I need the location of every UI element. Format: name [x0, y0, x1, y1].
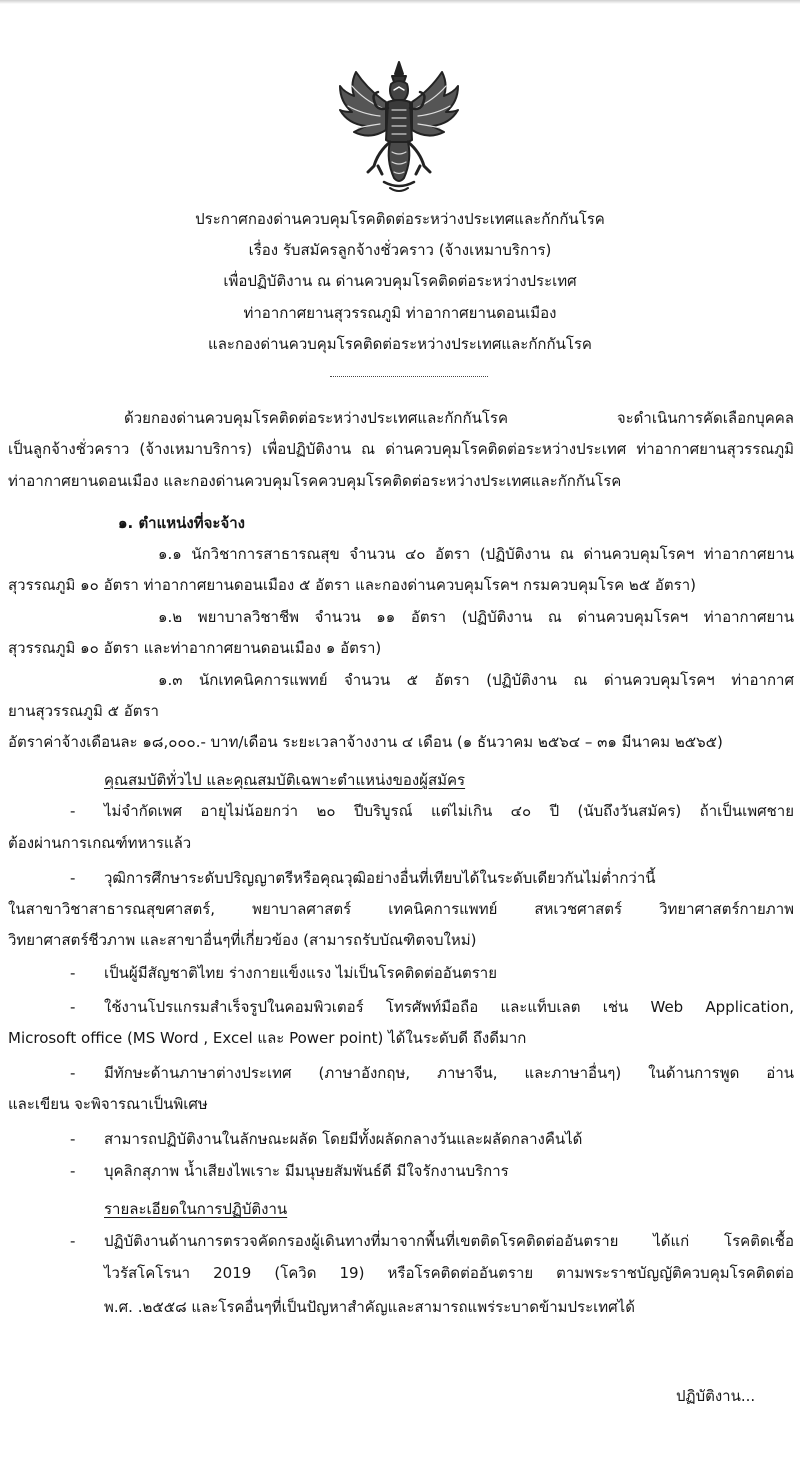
bullet-dash: -: [70, 1162, 76, 1180]
qualification-6-line-1: สามารถปฏิบัติงานในลักษณะผลัด โดยมีทั้งผลัดกลางวันและผลัดกลางคืนได้: [104, 1130, 583, 1148]
qualification-5-line-1: มีทักษะด้านภาษาต่างประเทศ (ภาษาอังกฤษ, ภาษาจีน, และภาษาอื่นๆ) ในด้านการพูด อ่าน: [104, 1064, 794, 1082]
qualification-2-line-2: ในสาขาวิชาสาธารณสุขศาสตร์, พยาบาลศาสตร์ เทคนิคการแพทย์ สหเวชศาสตร์ วิทยาศาสตร์กายภาพ: [8, 900, 794, 918]
position-3-line-1: ๑.๓ นักเทคนิคการแพทย์ จำนวน ๕ อัตรา (ปฏิบัติงาน ณ ด่านควบคุมโรคฯ ท่าอากาศ: [158, 671, 794, 689]
intro-line-3: ท่าอากาศยานดอนเมือง และกองด่านควบคุมโรคควบคุมโรคติดต่อระหว่างประเทศและกักกันโรค: [8, 472, 622, 490]
salary-text: อัตราค่าจ้างเดือนละ ๑๘,๐๐๐.- บาท/เดือน ระยะเวลาจ้างงาน ๔ เดือน (๑ ธันวาคม ๒๕๖๔ – ๓๑ มีนาคม ๒๕๖๕): [8, 733, 723, 751]
bullet-dash: -: [70, 998, 76, 1016]
title-line-5: และกองด่านควบคุมโรคติดต่อระหว่างประเทศและกักกันโรค: [208, 335, 592, 353]
continuation-text: ปฏิบัติงาน...: [676, 1387, 756, 1405]
bullet-dash: -: [70, 1064, 76, 1082]
qualification-2-line-3: วิทยาศาสตร์ชีวภาพ และสาขาอื่นๆที่เกี่ยวข้อง (สามารถรับบัณฑิตจบใหม่): [8, 931, 477, 949]
qualification-5-line-2: และเขียน จะพิจารณาเป็นพิเศษ: [8, 1095, 208, 1113]
duties-heading: รายละเอียดในการปฏิบัติงาน: [104, 1200, 288, 1218]
qualification-2-line-1: วุฒิการศึกษาระดับปริญญาตรีหรือคุณวุฒิอย่างอื่นที่เทียบได้ในระดับเดียวกันไม่ต่ำกว่านี้: [104, 869, 656, 887]
garuda-emblem-icon: [334, 56, 464, 194]
position-2-line-1: ๑.๒ พยาบาลวิชาชีพ จำนวน ๑๑ อัตรา (ปฏิบัติงาน ณ ด่านควบคุมโรคฯ ท่าอากาศยาน: [158, 608, 794, 626]
position-1-line-1: ๑.๑ นักวิชาการสาธารณสุข จำนวน ๔๐ อัตรา (ปฏิบัติงาน ณ ด่านควบคุมโรคฯ ท่าอากาศยาน: [158, 545, 794, 563]
qualification-7-line-1: บุคลิกสุภาพ น้ำเสียงไพเราะ มีมนุษยสัมพันธ์ดี มีใจรักงานบริการ: [104, 1162, 509, 1180]
title-divider: [330, 376, 488, 377]
bullet-dash: -: [70, 1130, 76, 1148]
title-line-2: เรื่อง รับสมัครลูกจ้างชั่วคราว (จ้างเหมาบริการ): [248, 241, 552, 259]
title-line-4: ท่าอากาศยานสุวรรณภูมิ ท่าอากาศยานดอนเมือง: [243, 304, 557, 322]
scan-edge: [0, 0, 800, 4]
qualification-3-line-1: เป็นผู้มีสัญชาติไทย ร่างกายแข็งแรง ไม่เป็นโรคติดต่ออันตราย: [104, 964, 497, 982]
qualification-4-line-1: ใช้งานโปรแกรมสำเร็จรูปในคอมพิวเตอร์ โทรศัพท์มือถือ และแท็บเลต เช่น Web Application,: [104, 998, 794, 1016]
position-1-line-2: สุวรรณภูมิ ๑๐ อัตรา ท่าอากาศยานดอนเมือง ๕ อัตรา และกองด่านควบคุมโรคฯ กรมควบคุมโรค ๒๕ อัตรา): [8, 576, 696, 594]
title-line-3: เพื่อปฏิบัติงาน ณ ด่านควบคุมโรคติดต่อระหว่างประเทศ: [223, 272, 577, 290]
bullet-dash: -: [70, 964, 76, 982]
bullet-dash: -: [70, 1232, 76, 1250]
bullet-dash: -: [70, 869, 76, 887]
qualification-1-line-2: ต้องผ่านการเกณฑ์ทหารแล้ว: [8, 834, 192, 852]
intro-line-1: ด้วยกองด่านควบคุมโรคติดต่อระหว่างประเทศและกักกันโรค จะดำเนินการคัดเลือกบุคคล: [124, 409, 794, 427]
qualification-4-line-2: Microsoft office (MS Word , Excel และ Power point) ได้ในระดับดี ถึงดีมาก: [8, 1029, 527, 1047]
duty-line-3: พ.ศ. .๒๕๕๘ และโรคอื่นๆที่เป็นปัญหาสำคัญและสามารถแพร่ระบาดข้ามประเทศได้: [104, 1298, 635, 1316]
position-3-line-2: ยานสุวรรณภูมิ ๕ อัตรา: [8, 702, 159, 720]
section-1-heading: ๑. ตำแหน่งที่จะจ้าง: [118, 514, 246, 532]
duty-line-1: ปฏิบัติงานด้านการตรวจคัดกรองผู้เดินทางที่มาจากพื้นที่เขตติดโรคติดต่ออันตราย ได้แก่ โรคติดเชื้อ: [104, 1232, 794, 1250]
position-2-line-2: สุวรรณภูมิ ๑๐ อัตรา และท่าอากาศยานดอนเมือง ๑ อัตรา): [8, 639, 382, 657]
title-line-1: ประกาศกองด่านควบคุมโรคติดต่อระหว่างประเทศและกักกันโรค: [195, 210, 605, 228]
duty-line-2: ไวรัสโคโรนา 2019 (โควิด 19) หรือโรคติดต่ออันตราย ตามพระราชบัญญัติควบคุมโรคติดต่อ: [104, 1264, 794, 1282]
qualifications-heading: คุณสมบัติทั่วไป และคุณสมบัติเฉพาะตำแหน่งของผู้สมัคร: [104, 771, 466, 789]
intro-line-2: เป็นลูกจ้างชั่วคราว (จ้างเหมาบริการ) เพื่อปฏิบัติงาน ณ ด่านควบคุมโรคติดต่อระหว่างประเทศ ท่าอากาศยานสุวรรณภูมิ: [8, 440, 794, 458]
bullet-dash: -: [70, 802, 76, 820]
qualification-1-line-1: ไม่จำกัดเพศ อายุไม่น้อยกว่า ๒๐ ปีบริบูรณ์ แต่ไม่เกิน ๔๐ ปี (นับถึงวันสมัคร) ถ้าเป็นเพศชาย: [104, 802, 794, 820]
